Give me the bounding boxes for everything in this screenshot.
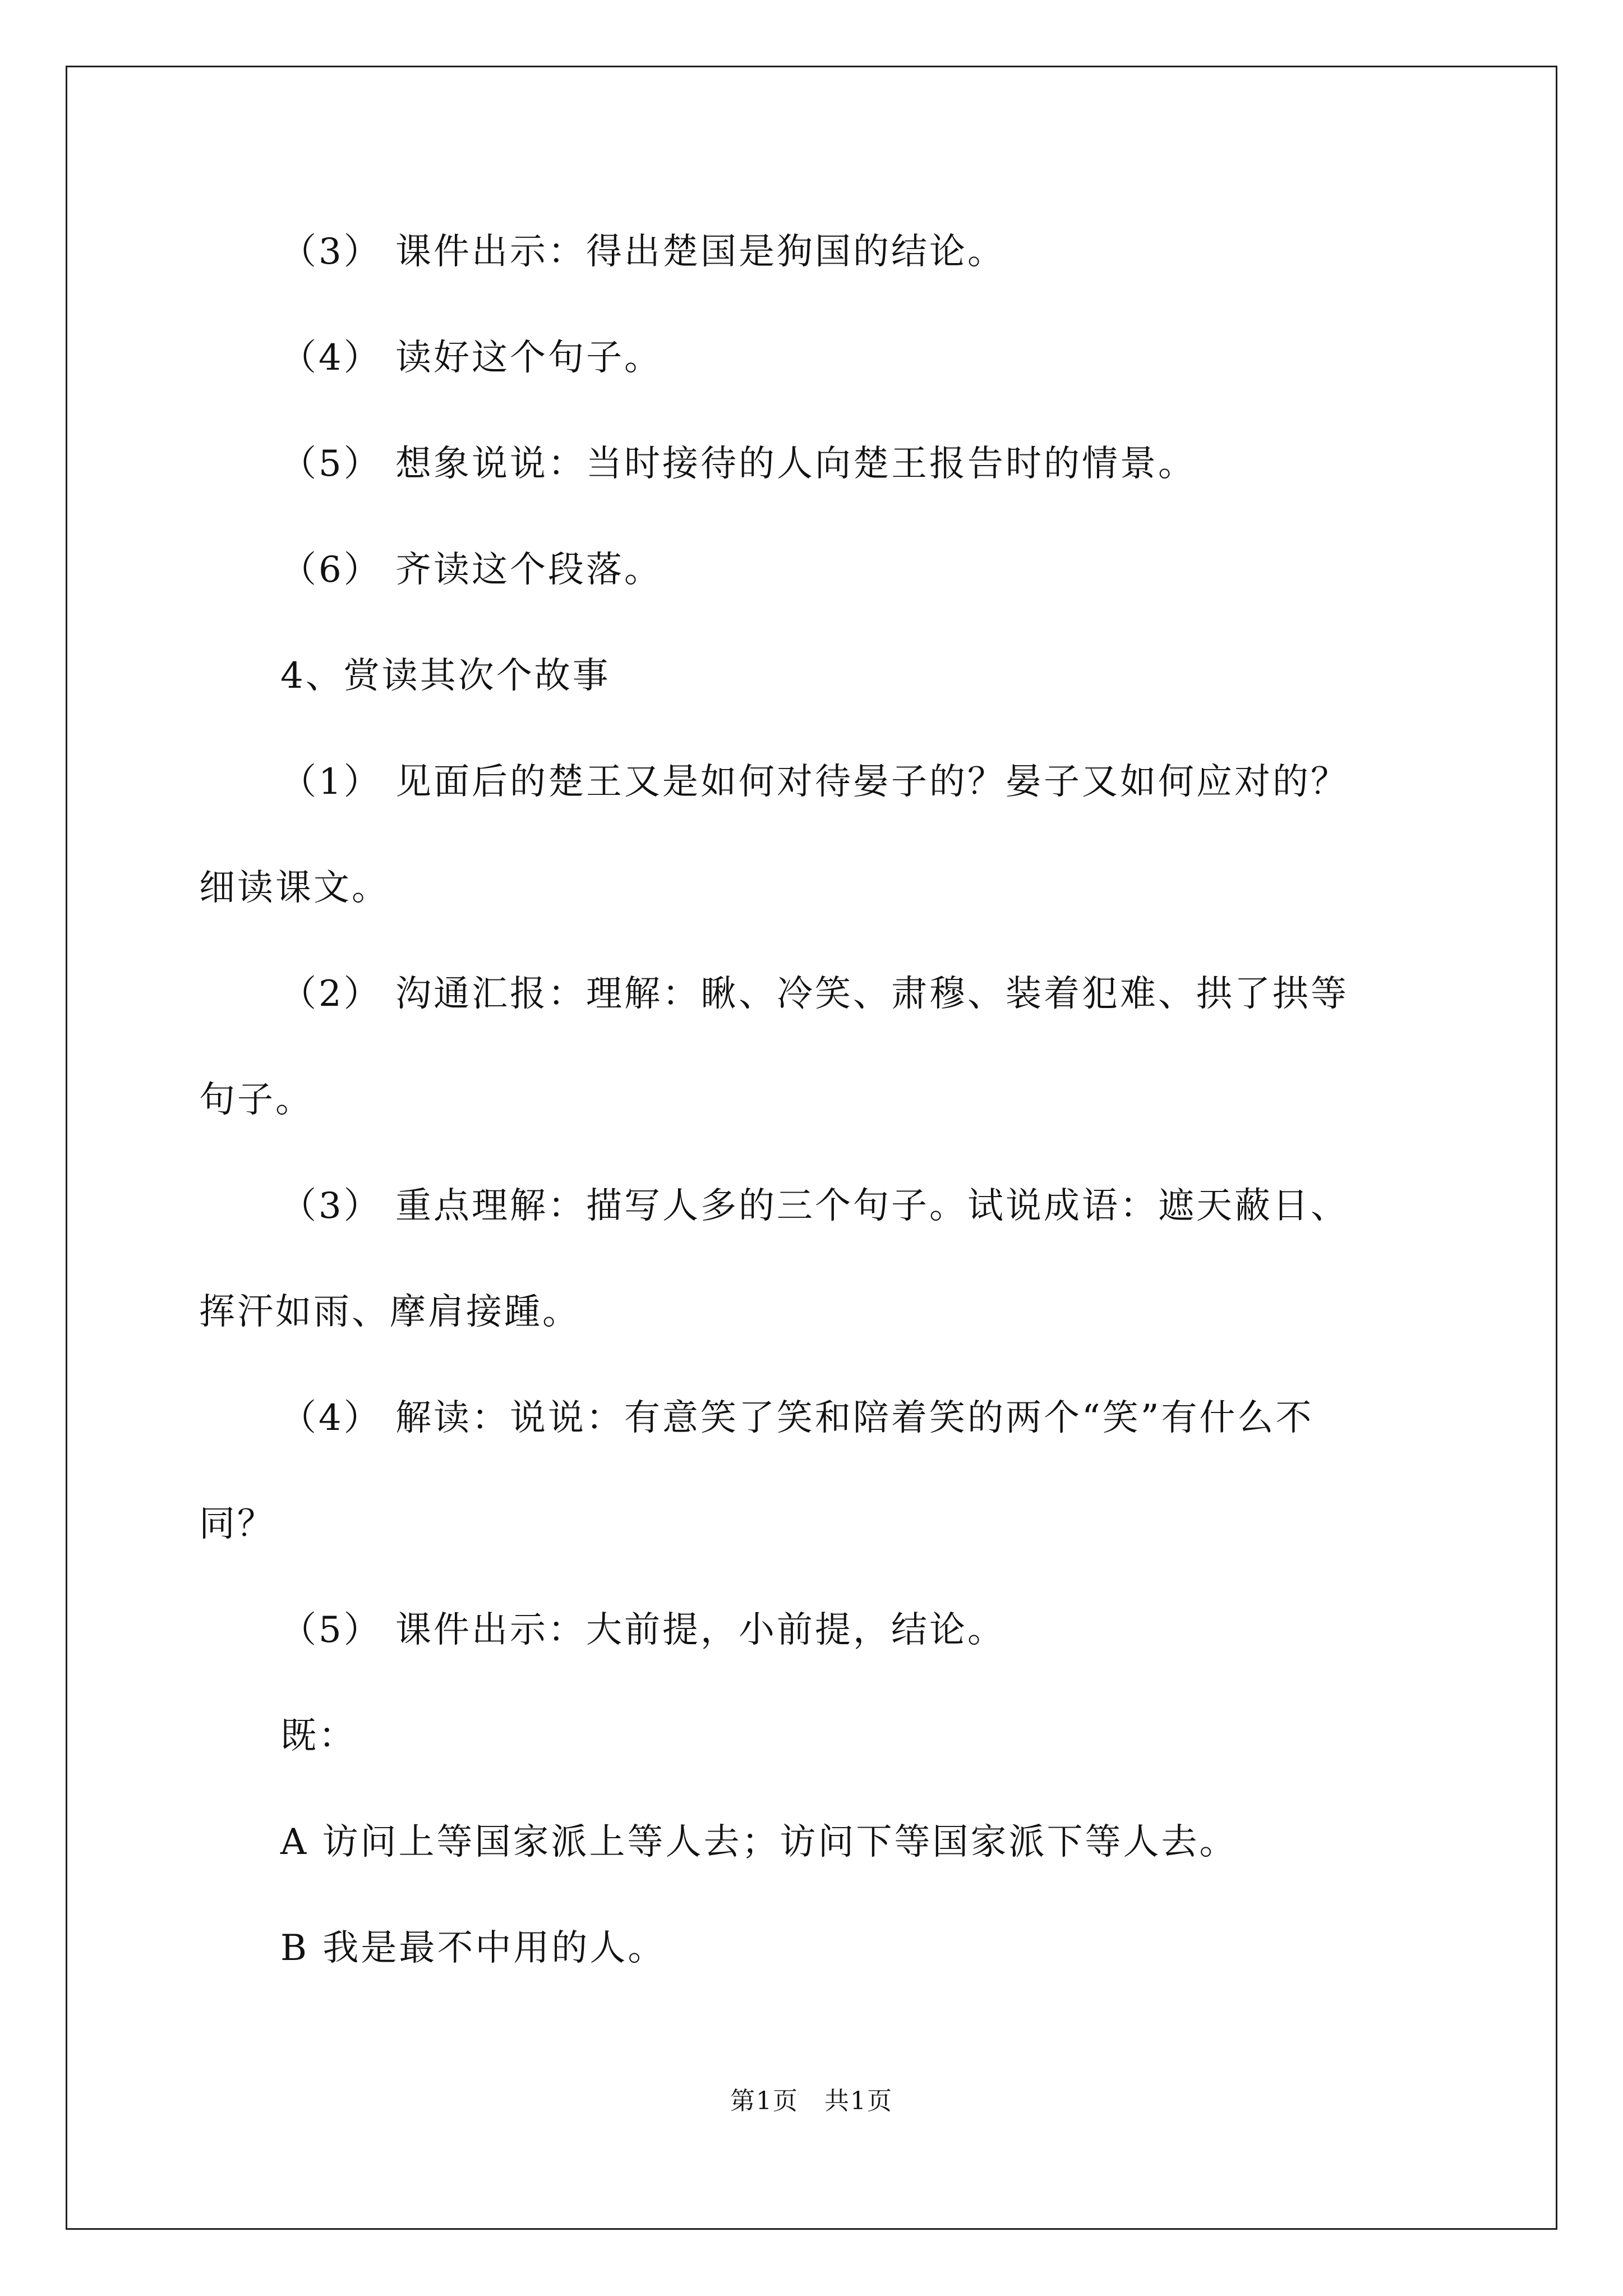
text-line: A 访问上等国家派上等人去；访问下等国家派下等人去。 bbox=[280, 1821, 1238, 1863]
text-line: 挥汗如雨、摩肩接踵。 bbox=[199, 1291, 580, 1333]
text-line: 4、赏读其次个故事 bbox=[280, 655, 611, 697]
text-line: （5） 课件出示：大前提，小前提，结论。 bbox=[280, 1609, 1006, 1651]
text-line: 既： bbox=[280, 1715, 357, 1757]
page-border bbox=[66, 66, 1557, 2230]
text-line: （3） 课件出示：得出楚国是狗国的结论。 bbox=[280, 231, 1006, 273]
text-line: （3） 重点理解：描写人多的三个句子。试说成语：遮天蔽日、 bbox=[280, 1185, 1349, 1227]
text-line: 细读课文。 bbox=[199, 867, 390, 909]
text-line: （5） 想象说说：当时接待的人向楚王报告时的情景。 bbox=[280, 443, 1197, 485]
text-line: 同？ bbox=[199, 1503, 275, 1545]
text-line: （2） 沟通汇报：理解：瞅、冷笑、肃穆、装着犯难、拱了拱等 bbox=[280, 973, 1349, 1015]
text-line: （6） 齐读这个段落。 bbox=[280, 549, 663, 591]
text-line: 句子。 bbox=[199, 1079, 313, 1121]
text-line: （4） 解读：说说：有意笑了笑和陪着笑的两个“笑”有什么不 bbox=[280, 1397, 1314, 1439]
text-line: B 我是最不中用的人。 bbox=[280, 1927, 666, 1969]
text-line: （4） 读好这个句子。 bbox=[280, 337, 663, 379]
text-line: （1） 见面后的楚王又是如何对待晏子的？晏子又如何应对的？ bbox=[280, 761, 1349, 803]
page-footer: 第1页 共1页 bbox=[730, 2087, 893, 2115]
